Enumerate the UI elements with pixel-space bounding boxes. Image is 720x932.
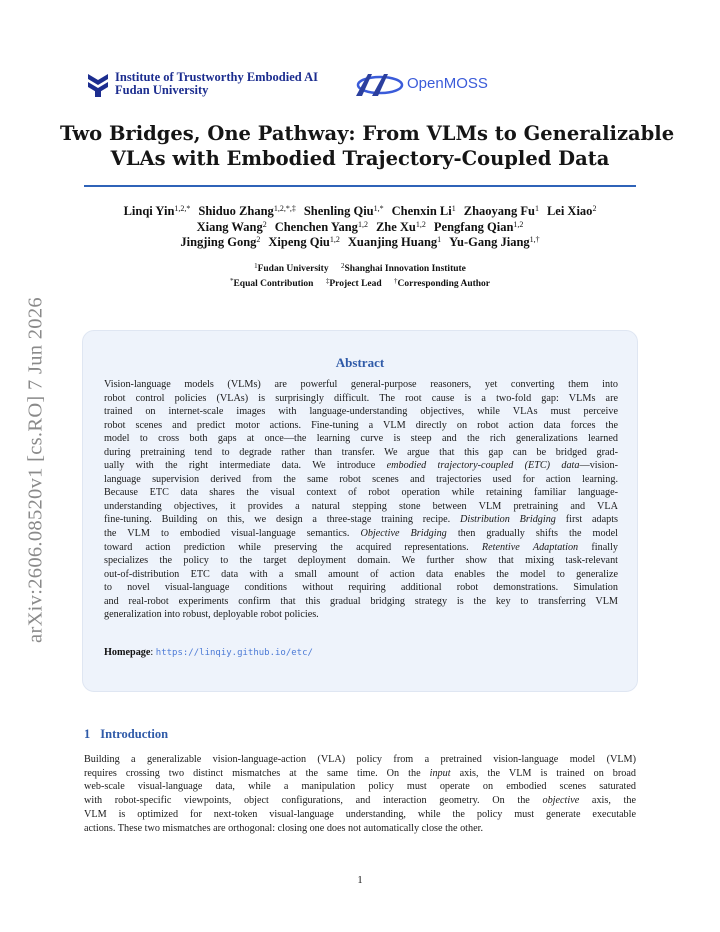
author-affiliation-marker: 2 [262,219,267,229]
author-name: Pengfang Qian$^{1,2}$ [433,219,524,234]
intro-line: requires crossing two distinct mismatches at the same time. On the input axis, the VLM is trained on broad [84,767,636,779]
author-affiliation-marker: 1,2 [415,219,426,229]
author-name: Shiduo Zhang$^{1,2,*,\ddagger}$ [198,204,296,218]
note-equal: Equal Contribution [233,279,314,289]
author-affiliation-marker: 1,* [373,204,384,213]
affiliation-row-2 [60,277,660,292]
abstract-line: trained on internet-scale images with language-understanding objectives, while VLAs must perceive [104,406,618,418]
paper-title [60,121,675,171]
abstract-line: the VLM to embodied visual-language semantics. Objective Bridging then gradually shifts the model [104,528,618,540]
section-number: 1 [84,727,91,741]
note-lead: Project Lead [329,279,382,289]
author-affiliation-marker: 2 [592,204,597,213]
author-affiliation-marker: 1,2 [357,219,368,229]
abstract-line: toward action prediction while preserving the acquired representations. Retentive Adaptation finally [104,541,618,553]
author-list [60,204,660,251]
intro-line: actions. These two mismatches are orthogonal: closing one does not automatically close the other. [84,822,484,834]
author-name: Chenchen Yang$^{1,2}$ [274,219,368,234]
section-heading-introduction [84,727,168,742]
author-row [60,235,660,251]
abstract-line: Because ETC data shares the visual context of robot operation while retaining familiar language- [104,487,618,499]
abstract-line: to novel visual-language conditions without requiring additional robot demonstrations. Simulation [104,582,618,594]
homepage-link[interactable]: https://linqiy.github.io/etc/ [155,648,313,658]
abstract-box [82,330,638,692]
affil-2-sup: 2 [340,262,345,270]
note-corresponding: Corresponding Author [397,279,491,289]
abstract-line: robot scenes and predict motor actions. Fine-tuning a VLM directly on robot action data forces the [104,419,618,431]
author-name: Linqi Yin$^{1,2,*}$ [123,204,191,218]
affiliations [60,262,660,292]
author-affiliation-marker: 1,2 [329,235,340,244]
section-title: Introduction [100,727,169,741]
affil-1: Fudan University [257,264,329,274]
abstract-line: ually with the right intermediate data. We introduce embodied trajectory-coupled (ETC) data—vision- [104,460,618,472]
author-row [60,220,660,236]
author-name: Xuanjing Huang$^1$ [347,235,442,249]
title-line-2: VLAs with Embodied Trajectory-Coupled Data [110,147,610,170]
abstract-line: language supervision derived from the same robot scenes and trajectories used for action learning. [104,473,618,485]
abstract-line: fine-tuning. Building on this, we design a three-stage training recipe. Distribution Bridging first adapts [104,514,619,526]
header [86,70,646,102]
homepage: Homepage: https://linqiy.github.io/etc/ [104,647,313,658]
title-divider [84,185,636,187]
intro-line: web-scale visual-language data, while a manipulation policy must operate on embodied scenes saturated [84,781,636,793]
author-affiliation-marker: 1,† [529,235,540,244]
author-name: Chenxin Li$^1$ [391,204,456,218]
abstract-heading: Abstract [335,355,385,370]
arxiv-stamp [18,270,54,670]
openmoss-logo-icon [350,72,404,98]
intro-line: with robot-specific viewpoints, object configurations, and interaction geometry. On the objective axis, the [84,795,636,807]
author-name: Yu-Gang Jiang$^{1,\dagger}$ [449,235,540,249]
institute-name: Institute of Trustworthy Embodied AI [115,70,319,84]
author-affiliation-marker: 1,2,* [174,204,191,213]
page-number: 1 [357,875,363,886]
note-equal-sup: * [229,277,234,285]
author-affiliation-marker: 1,2 [513,219,524,229]
university-name: Fudan University [115,83,209,97]
intro-line: Building a generalizable vision-language-action (VLA) policy from a pretrained vision-language model (VLM) [84,754,636,765]
openmoss-name: OpenMOSS [407,75,488,92]
note-lead-sup: ‡ [325,277,330,285]
introduction-body [84,753,636,835]
affiliation-row-1 [60,262,660,277]
abstract-line: understanding objectives, it provides a natural stepping stone between VLM pretraining and VLA [104,500,618,512]
author-affiliation-marker: 1 [451,204,456,213]
author-row [60,204,660,220]
abstract-body [104,378,618,622]
abstract-line: during pretraining tend to degrade rather than transfer. We argue that this gap can be bridged grad- [104,446,618,458]
author-name: Jingjing Gong$^2$ [180,235,261,249]
abstract-line: and real-robot experiments confirm that this gradual bridging strategy is the key to transferring VLM [104,595,618,607]
author-name: Lei Xiao$^2$ [546,204,597,218]
affil-2: Shanghai Innovation Institute [344,264,466,274]
abstract-line: specializes the policy to the target deployment domain. We further show that mixing task-relevant [104,555,618,567]
homepage-label: Homepage [104,647,151,658]
title-line-1: Two Bridges, One Pathway: From VLMs to Generalizable [60,122,675,145]
abstract-line: generalization into robust, deployable robot policies. [104,609,319,621]
abstract-line: model to cross both gaps at once—the learning curve is steep and the rich generalizations learned [104,433,618,445]
arxiv-stamp-text: arXiv:2606.08520v1 [cs.RO] 7 Jun 2026 [24,297,47,643]
affil-1-sup: 1 [254,262,258,270]
fudan-logo-icon [86,71,110,97]
author-name: Xipeng Qiu$^{1,2}$ [268,235,340,249]
author-name: Shenling Qiu$^{1,*}$ [303,204,384,218]
note-corresponding-sup: † [394,277,398,285]
author-name: Zhaoyang Fu$^1$ [463,204,539,218]
abstract-line: out-of-distribution ETC data with a small amount of action data enables the model to generalize [104,568,618,580]
author-name: Xiang Wang$^2$ [196,219,267,234]
author-affiliation-marker: 1 [534,204,539,213]
abstract-line: Vision-language models (VLMs) are powerful general-purpose reasoners, yet converting them into [104,379,618,390]
author-affiliation-marker: 1 [437,235,442,244]
abstract-line: robot control policies (VLAs) is surprisingly difficult. The root cause is a two-fold gap: VLMs are [104,392,618,404]
intro-line: VLM is optimized for next-token visual-language understanding, while the policy must generate executable [84,808,636,820]
author-name: Zhe Xu$^{1,2}$ [375,219,426,234]
author-affiliation-marker: 1,2,*,‡ [273,204,296,213]
author-affiliation-marker: 2 [256,235,261,244]
